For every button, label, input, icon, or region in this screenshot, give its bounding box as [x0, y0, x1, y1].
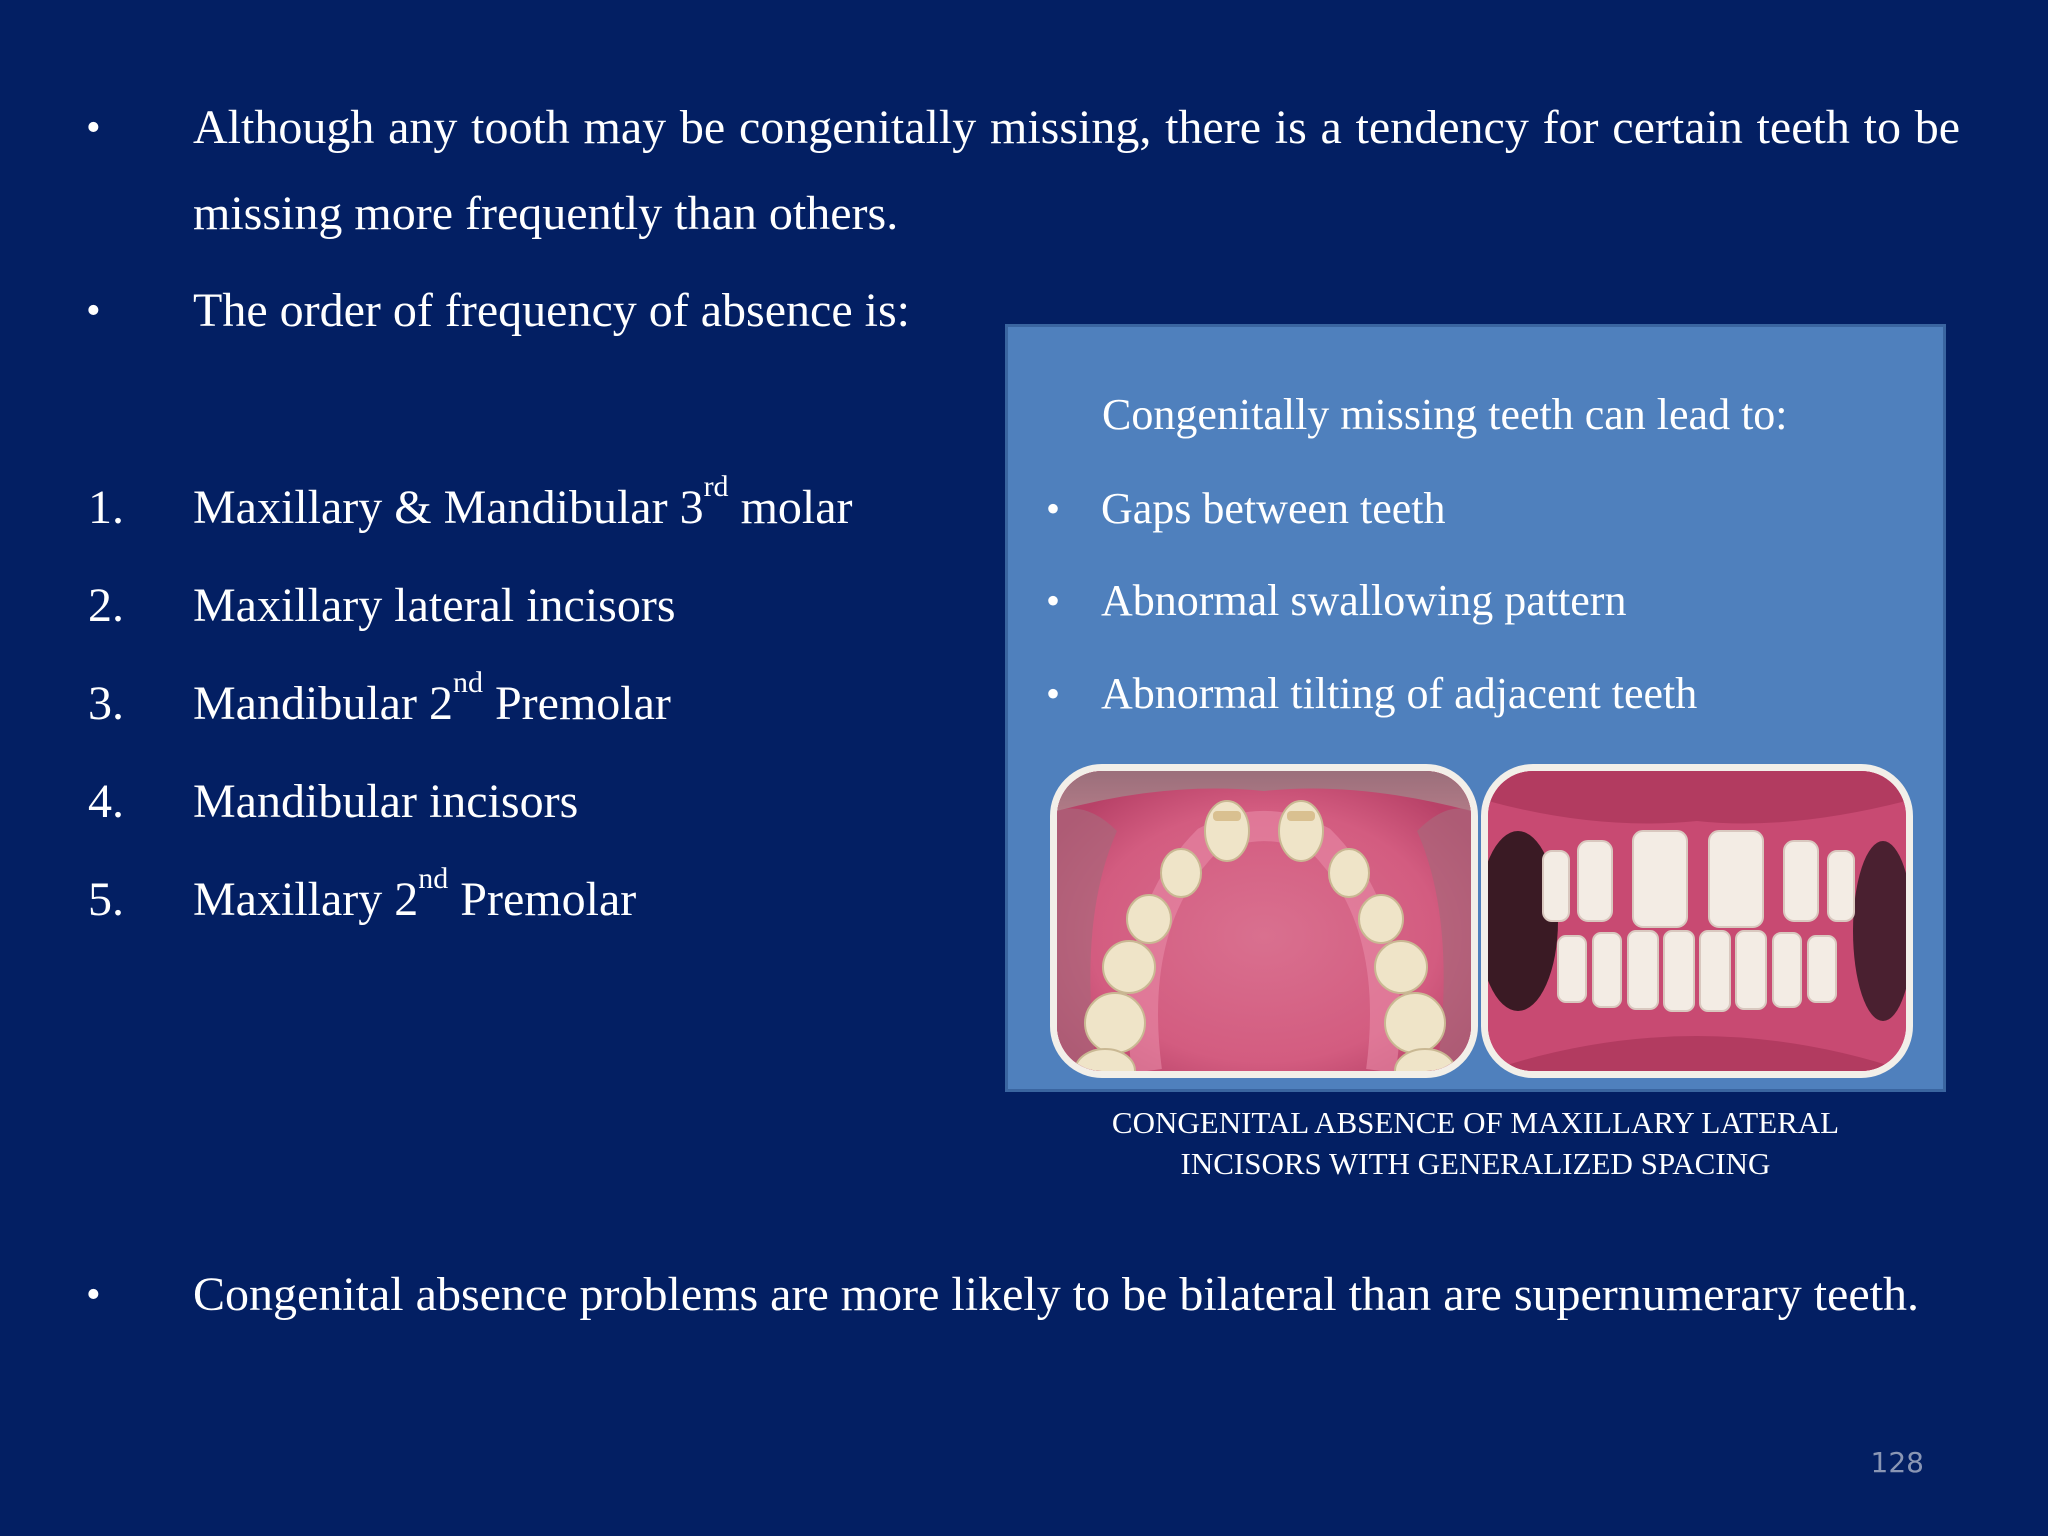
- bullet-text-bilateral: Congenital absence problems are more likely to be bilateral than are supernumerary teeth.: [193, 1268, 1919, 1321]
- occlusal-arch-photo: [1050, 764, 1478, 1078]
- superscript: nd: [452, 666, 483, 699]
- list-number: 5.: [88, 873, 124, 926]
- bullet-text-tendency: Although any tooth may be congenitally missing, there is a tendency for certain teeth to be missing more frequently than others.: [193, 101, 1960, 240]
- list-item-text: Maxillary lateral incisors: [193, 579, 676, 632]
- list-item-text: Maxillary & Mandibular 3rd molar: [193, 470, 853, 534]
- bullet-mark: •: [86, 1272, 101, 1318]
- page-number: 128: [1870, 1446, 1924, 1479]
- list-item-text: Mandibular 2nd Premolar: [193, 666, 671, 730]
- superscript: nd: [418, 862, 449, 895]
- caption-line: CONGENITAL ABSENCE OF MAXILLARY LATERAL: [1111, 1105, 1840, 1140]
- info-box-item: Abnormal swallowing pattern: [1101, 576, 1627, 625]
- info-box: [1005, 324, 1946, 1092]
- bullet-mark: •: [1046, 578, 1061, 623]
- bullet-mark: •: [1046, 486, 1061, 531]
- list-item-text: Maxillary 2nd Premolar: [193, 862, 637, 926]
- info-box-item: Abnormal tilting of adjacent teeth: [1101, 669, 1698, 718]
- list-number: 2.: [88, 579, 124, 632]
- photo-caption: [1005, 1102, 1946, 1184]
- caption-line: INCISORS WITH GENERALIZED SPACING: [1180, 1146, 1771, 1181]
- list-number: 1.: [88, 481, 124, 534]
- frontal-teeth-photo: [1481, 764, 1913, 1078]
- bullet-mark: •: [86, 105, 101, 151]
- list-number: 3.: [88, 677, 124, 730]
- bullet-mark: •: [86, 288, 101, 334]
- bullet-mark: •: [1046, 671, 1061, 716]
- list-number: 4.: [88, 775, 124, 828]
- superscript: rd: [703, 470, 729, 503]
- list-item-text: Mandibular incisors: [193, 775, 579, 828]
- info-box-item: Gaps between teeth: [1101, 484, 1446, 533]
- info-box-title: Congenitally missing teeth can lead to:: [1102, 390, 1788, 439]
- bullet-text-order: The order of frequency of absence is:: [193, 284, 910, 337]
